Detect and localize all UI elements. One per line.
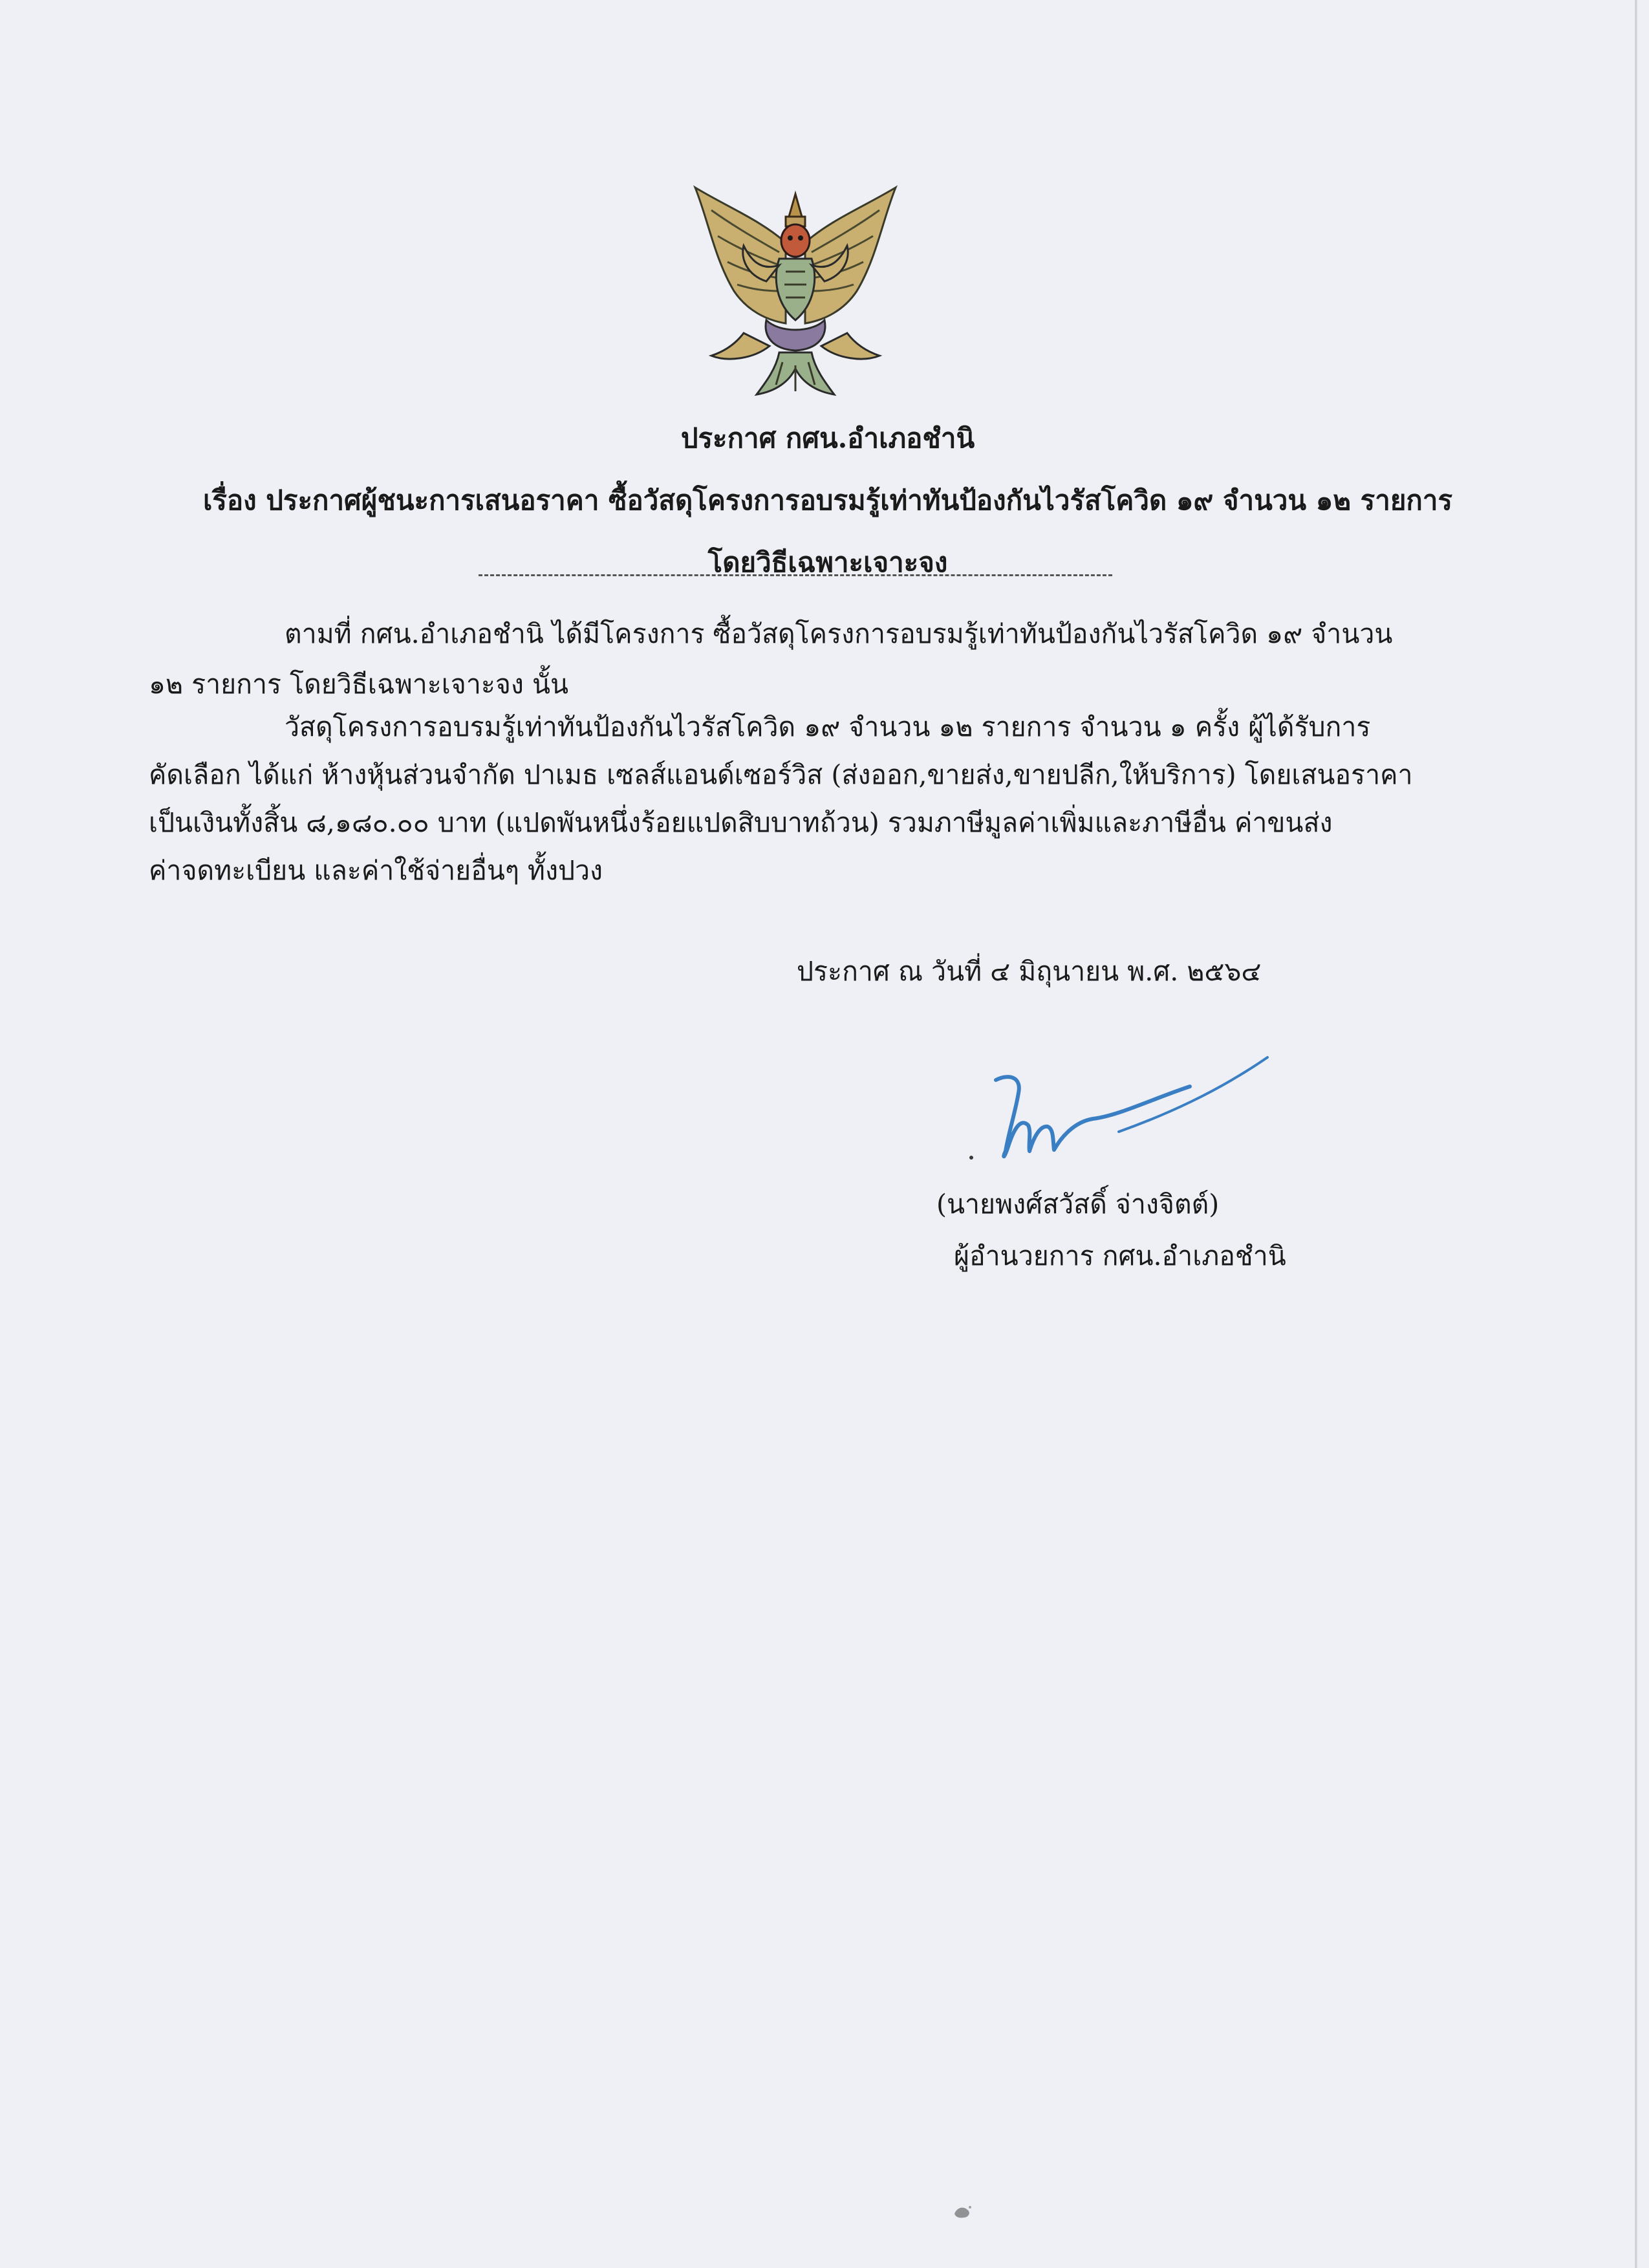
announcement-date: ประกาศ ณ วันที่ ๔ มิถุนายน พ.ศ. ๒๕๖๔: [797, 956, 1262, 987]
signatory-name: (นายพงศ์สวัสดิ์ จ่างจิตต์): [936, 1189, 1220, 1220]
paragraph-2-line-4: ค่าจดทะเบียน และค่าใช้จ่ายอื่นๆ ทั้งปวง: [149, 855, 603, 886]
garuda-emblem-icon: [682, 181, 909, 407]
dashed-divider: [479, 574, 1112, 576]
announcement-subject: เรื่อง ประกาศผู้ชนะการเสนอราคา ซื้อวัสดุโครงการอบรมรู้เท่าทันป้องกันไวรัสโควิด ๑๙ จำนวน ๑๒ รายการ: [203, 484, 1452, 516]
handwritten-signature: [957, 1054, 1293, 1171]
paragraph-2-line-1: วัสดุโครงการอบรมรู้เท่าทันป้องกันไวรัสโควิด ๑๙ จำนวน ๑๒ รายการ จำนวน ๑ ครั้ง ผู้ได้รับการ: [285, 711, 1371, 742]
page-edge: [1635, 0, 1637, 2268]
scan-speck: [951, 2202, 976, 2221]
announcement-method: โดยวิธีเฉพาะเจาะจง: [707, 546, 948, 578]
paragraph-1-line-2: ๑๒ รายการ โดยวิธีเฉพาะเจาะจง นั้น: [149, 669, 568, 700]
signatory-position: ผู้อำนวยการ กศน.อำเภอชำนิ: [954, 1240, 1286, 1271]
paragraph-2-line-2: คัดเลือก ได้แก่ ห้างหุ้นส่วนจำกัด ปาเมธ เซลส์แอนด์เซอร์วิส (ส่งออก,ขายส่ง,ขายปลีก,ให้บริการ) โดยเสนอราคา: [149, 759, 1413, 790]
paragraph-2-line-3: เป็นเงินทั้งสิ้น ๘,๑๘๐.๐๐ บาท (แปดพันหนึ่งร้อยแปดสิบบาทถ้วน) รวมภาษีมูลค่าเพิ่มและภาษีอื่น ค่าขนส่ง: [149, 807, 1333, 838]
announcement-title: ประกาศ กศน.อำเภอชำนิ: [680, 422, 975, 454]
paragraph-1-line-1: ตามที่ กศน.อำเภอชำนิ ได้มีโครงการ ซื้อวัสดุโครงการอบรมรู้เท่าทันป้องกันไวรัสโควิด ๑๙ จำนวน: [285, 618, 1393, 649]
heading-block: [155, 407, 1500, 594]
